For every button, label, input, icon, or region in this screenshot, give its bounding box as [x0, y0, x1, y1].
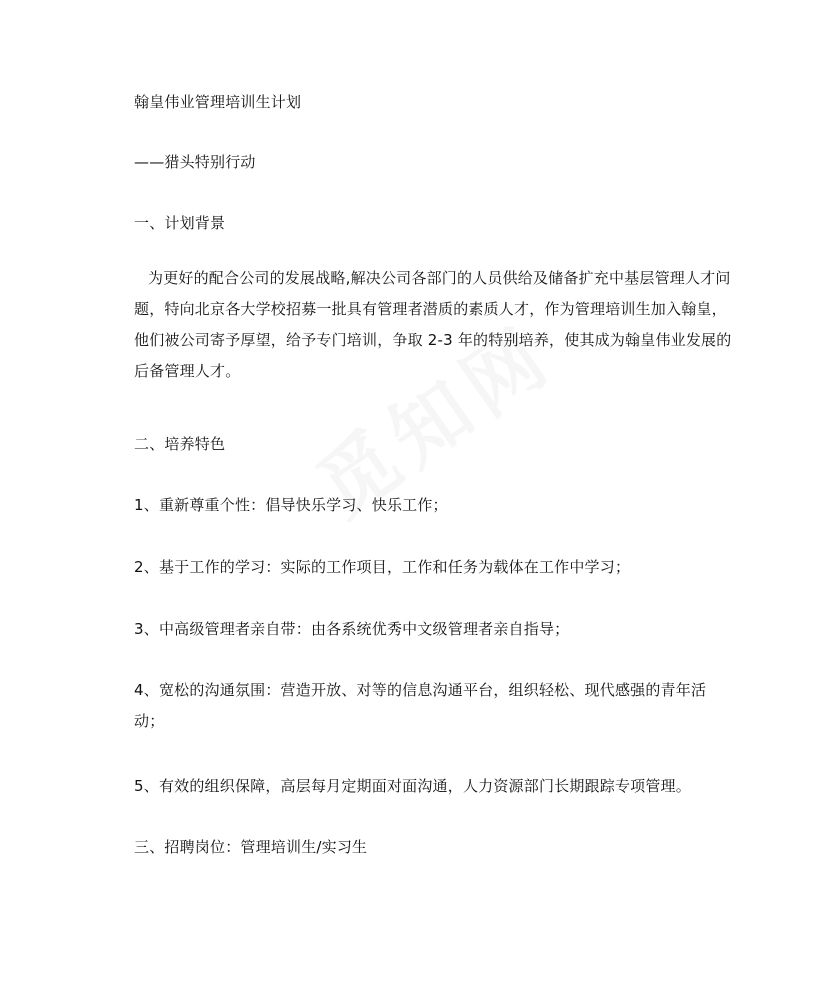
section-heading-positions: 三、招聘岗位：管理培训生/实习生	[134, 838, 368, 856]
feature-item-3: 3、中高级管理者亲自带：由各系统优秀中文级管理者亲自指导；	[134, 620, 570, 638]
document-title: 翰皇伟业管理培训生计划	[134, 93, 302, 111]
feature-item-2: 2、基于工作的学习：实际的工作项目，工作和任务为载体在工作中学习；	[134, 558, 631, 576]
section-heading-features: 二、培养特色	[134, 435, 226, 453]
background-paragraph-text: 为更好的配合公司的发展战略,解决公司各部门的人员供给及储备扩充中基层管理人才问题，特向北京各大学校招募一批具有管理者潜质的素质人才，作为管理培训生加入翰皇，他们被公司寄予厚望，给予专门培训，争取 2-3 年的特别培养，使其成为翰皇伟业发展的后备管理人才。	[134, 269, 732, 380]
document-subtitle: ——猎头特别行动	[134, 153, 256, 171]
section-heading-background: 一、计划背景	[134, 214, 226, 232]
feature-item-1: 1、重新尊重个性：倡导快乐学习、快乐工作；	[134, 496, 448, 514]
feature-item-5: 5、有效的组织保障，高层每月定期面对面沟通，人力资源部门长期跟踪专项管理。	[134, 777, 691, 795]
background-paragraph	[134, 263, 734, 387]
feature-item-4: 4、宽松的沟通氛围：营造开放、对等的信息沟通平台，组织轻松、现代感强的青年活动；	[134, 681, 707, 730]
